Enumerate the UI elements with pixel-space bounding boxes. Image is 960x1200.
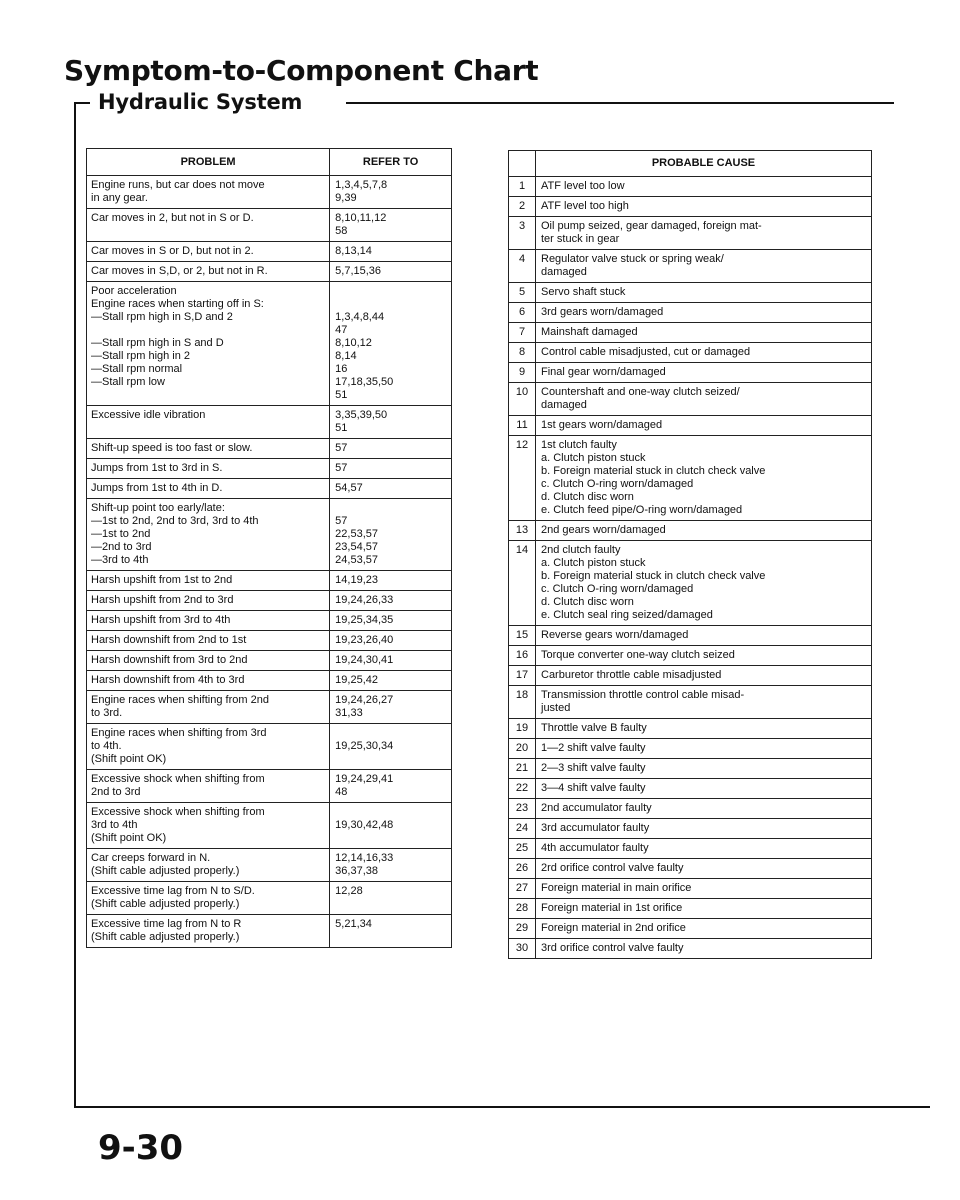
table-row [509, 686, 872, 719]
table-row [509, 939, 872, 959]
table-row [509, 646, 872, 666]
cause-cell: Oil pump seized, gear damaged, foreign mat- ter stuck in gear [536, 217, 872, 250]
table-row [87, 406, 452, 439]
table-row [509, 779, 872, 799]
cause-number-cell: 8 [509, 343, 536, 363]
refer-cell: 54,57 [330, 479, 452, 499]
cause-cell: ATF level too high [536, 197, 872, 217]
refer-cell: 8,13,14 [330, 242, 452, 262]
cause-number-cell: 20 [509, 739, 536, 759]
cause-number-cell: 29 [509, 919, 536, 939]
table-row [87, 770, 452, 803]
problem-cell: Harsh upshift from 3rd to 4th [87, 611, 330, 631]
cause-cell: 4th accumulator faulty [536, 839, 872, 859]
cause-cell: 3rd accumulator faulty [536, 819, 872, 839]
cause-cell: Final gear worn/damaged [536, 363, 872, 383]
refer-cell: 19,24,30,41 [330, 651, 452, 671]
table-row [87, 571, 452, 591]
cause-number-cell: 3 [509, 217, 536, 250]
cause-number-cell: 23 [509, 799, 536, 819]
problem-cell: Jumps from 1st to 3rd in S. [87, 459, 330, 479]
problem-cell: Harsh upshift from 1st to 2nd [87, 571, 330, 591]
problems-table-body [87, 176, 452, 948]
cause-number-cell: 24 [509, 819, 536, 839]
table-row [87, 282, 452, 406]
cause-cell: 3rd orifice control valve faulty [536, 939, 872, 959]
refer-cell: 1,3,4,8,44 47 8,10,12 8,14 16 17,18,35,50 51 [330, 282, 452, 406]
table-row [509, 323, 872, 343]
problem-cell: Car moves in S,D, or 2, but not in R. [87, 262, 330, 282]
table-row [87, 915, 452, 948]
table-row [87, 459, 452, 479]
problem-cell: Harsh downshift from 3rd to 2nd [87, 651, 330, 671]
table-row [87, 849, 452, 882]
cause-cell: 2rd orifice control valve faulty [536, 859, 872, 879]
refer-cell: 14,19,23 [330, 571, 452, 591]
table-row [509, 383, 872, 416]
cause-cell: ATF level too low [536, 177, 872, 197]
table-row [87, 176, 452, 209]
cause-number-cell: 26 [509, 859, 536, 879]
problem-cell: Shift-up speed is too fast or slow. [87, 439, 330, 459]
problems-table [86, 148, 452, 948]
cause-number-cell: 6 [509, 303, 536, 323]
page-border-bottom [74, 1106, 930, 1108]
cause-number-cell: 25 [509, 839, 536, 859]
refer-cell: 19,24,29,41 48 [330, 770, 452, 803]
table-row [87, 591, 452, 611]
table-row [87, 439, 452, 459]
problem-cell: Shift-up point too early/late: —1st to 2nd, 2nd to 3rd, 3rd to 4th —1st to 2nd —2nd to 3rd —3rd to 4th [87, 499, 330, 571]
cause-number-cell: 15 [509, 626, 536, 646]
refer-cell: 19,25,42 [330, 671, 452, 691]
problems-header-row [87, 149, 452, 176]
table-row [509, 626, 872, 646]
problem-cell: Excessive shock when shifting from 3rd to 4th (Shift point OK) [87, 803, 330, 849]
cause-number-column-header [509, 151, 536, 177]
table-row [509, 363, 872, 383]
cause-number-cell: 4 [509, 250, 536, 283]
section-rule-left [74, 102, 90, 104]
refer-cell: 19,25,30,34 [330, 724, 452, 770]
problem-cell: Engine races when shifting from 2nd to 3rd. [87, 691, 330, 724]
table-row [87, 882, 452, 915]
table-row [87, 631, 452, 651]
table-row [87, 611, 452, 631]
table-row [509, 197, 872, 217]
refer-cell: 12,28 [330, 882, 452, 915]
section-rule-right [346, 102, 894, 104]
cause-cell: 2nd accumulator faulty [536, 799, 872, 819]
table-row [87, 691, 452, 724]
problem-cell: Excessive time lag from N to S/D. (Shift cable adjusted properly.) [87, 882, 330, 915]
table-row [87, 242, 452, 262]
cause-cell: 1—2 shift valve faulty [536, 739, 872, 759]
cause-number-cell: 2 [509, 197, 536, 217]
refer-cell: 5,7,15,36 [330, 262, 452, 282]
cause-number-cell: 11 [509, 416, 536, 436]
causes-table-body [509, 177, 872, 959]
table-row [87, 724, 452, 770]
table-row [87, 209, 452, 242]
problem-cell: Engine races when shifting from 3rd to 4th. (Shift point OK) [87, 724, 330, 770]
refer-cell: 3,35,39,50 51 [330, 406, 452, 439]
cause-cell: Reverse gears worn/damaged [536, 626, 872, 646]
problem-cell: Engine runs, but car does not move in any gear. [87, 176, 330, 209]
table-row [509, 919, 872, 939]
cause-cell: Servo shaft stuck [536, 283, 872, 303]
table-row [509, 719, 872, 739]
table-row [509, 177, 872, 197]
table-row [87, 651, 452, 671]
cause-cell: 3—4 shift valve faulty [536, 779, 872, 799]
cause-cell: Torque converter one-way clutch seized [536, 646, 872, 666]
cause-cell: Carburetor throttle cable misadjusted [536, 666, 872, 686]
cause-cell: Foreign material in main orifice [536, 879, 872, 899]
cause-cell: Mainshaft damaged [536, 323, 872, 343]
cause-cell: Regulator valve stuck or spring weak/ damaged [536, 250, 872, 283]
cause-cell: Countershaft and one-way clutch seized/ damaged [536, 383, 872, 416]
cause-number-cell: 18 [509, 686, 536, 719]
cause-number-cell: 14 [509, 541, 536, 626]
page-title: Symptom-to-Component Chart [64, 54, 539, 87]
table-row [509, 859, 872, 879]
problem-cell: Excessive shock when shifting from 2nd to 3rd [87, 770, 330, 803]
refer-cell: 19,25,34,35 [330, 611, 452, 631]
refer-cell: 57 [330, 459, 452, 479]
cause-cell: 2—3 shift valve faulty [536, 759, 872, 779]
cause-cell: 1st clutch faulty a. Clutch piston stuck b. Foreign material stuck in clutch check valve c. Clutch O-ring worn/damaged d. Clutch disc worn e. Clutch feed pipe/O-ring worn/damaged [536, 436, 872, 521]
cause-number-cell: 5 [509, 283, 536, 303]
problem-cell: Jumps from 1st to 4th in D. [87, 479, 330, 499]
table-row [509, 436, 872, 521]
cause-cell: Transmission throttle control cable misad- justed [536, 686, 872, 719]
cause-number-cell: 22 [509, 779, 536, 799]
problem-cell: Car creeps forward in N. (Shift cable adjusted properly.) [87, 849, 330, 882]
table-row [509, 521, 872, 541]
table-row [87, 479, 452, 499]
cause-number-cell: 21 [509, 759, 536, 779]
problem-cell: Harsh downshift from 4th to 3rd [87, 671, 330, 691]
table-row [509, 899, 872, 919]
page-border-left [74, 103, 76, 1108]
causes-table [508, 150, 872, 959]
refer-cell: 57 [330, 439, 452, 459]
table-row [509, 799, 872, 819]
cause-number-cell: 12 [509, 436, 536, 521]
table-row [509, 283, 872, 303]
cause-number-cell: 7 [509, 323, 536, 343]
section-header [74, 90, 894, 114]
table-row [509, 839, 872, 859]
table-row [87, 803, 452, 849]
refer-cell: 57 22,53,57 23,54,57 24,53,57 [330, 499, 452, 571]
page-number: 9-30 [98, 1128, 184, 1168]
refer-cell: 19,24,26,33 [330, 591, 452, 611]
refer-cell: 19,30,42,48 [330, 803, 452, 849]
table-row [509, 739, 872, 759]
problem-cell: Car moves in 2, but not in S or D. [87, 209, 330, 242]
cause-cell: 2nd clutch faulty a. Clutch piston stuck b. Foreign material stuck in clutch check valve c. Clutch O-ring worn/damaged d. Clutch disc worn e. Clutch seal ring seized/damaged [536, 541, 872, 626]
table-row [509, 879, 872, 899]
table-row [87, 499, 452, 571]
cause-cell: 3rd gears worn/damaged [536, 303, 872, 323]
cause-number-cell: 13 [509, 521, 536, 541]
table-row [509, 541, 872, 626]
problem-cell: Car moves in S or D, but not in 2. [87, 242, 330, 262]
table-row [509, 343, 872, 363]
problem-cell: Excessive idle vibration [87, 406, 330, 439]
table-row [509, 416, 872, 436]
problem-column-header: PROBLEM [87, 149, 330, 176]
refer-cell: 1,3,4,5,7,8 9,39 [330, 176, 452, 209]
cause-number-cell: 28 [509, 899, 536, 919]
cause-cell: Foreign material in 2nd orifice [536, 919, 872, 939]
cause-cell: 1st gears worn/damaged [536, 416, 872, 436]
cause-number-cell: 30 [509, 939, 536, 959]
cause-number-cell: 1 [509, 177, 536, 197]
cause-cell: 2nd gears worn/damaged [536, 521, 872, 541]
cause-column-header: PROBABLE CAUSE [536, 151, 872, 177]
cause-number-cell: 17 [509, 666, 536, 686]
cause-number-cell: 27 [509, 879, 536, 899]
cause-number-cell: 19 [509, 719, 536, 739]
refer-cell: 19,23,26,40 [330, 631, 452, 651]
refer-cell: 19,24,26,27 31,33 [330, 691, 452, 724]
causes-header-row [509, 151, 872, 177]
section-title: Hydraulic System [98, 90, 303, 114]
cause-number-cell: 10 [509, 383, 536, 416]
table-row [509, 303, 872, 323]
cause-number-cell: 16 [509, 646, 536, 666]
table-row [509, 250, 872, 283]
cause-cell: Control cable misadjusted, cut or damaged [536, 343, 872, 363]
problem-cell: Excessive time lag from N to R (Shift cable adjusted properly.) [87, 915, 330, 948]
problem-cell: Poor acceleration Engine races when starting off in S: —Stall rpm high in S,D and 2 —Stall rpm high in S and D —Stall rpm high in 2 —Stall rpm normal —Stall rpm low [87, 282, 330, 406]
refer-cell: 5,21,34 [330, 915, 452, 948]
table-row [87, 262, 452, 282]
table-row [87, 671, 452, 691]
cause-number-cell: 9 [509, 363, 536, 383]
table-row [509, 666, 872, 686]
refer-cell: 12,14,16,33 36,37,38 [330, 849, 452, 882]
cause-cell: Foreign material in 1st orifice [536, 899, 872, 919]
table-row [509, 819, 872, 839]
table-row [509, 217, 872, 250]
refer-column-header: REFER TO [330, 149, 452, 176]
problem-cell: Harsh downshift from 2nd to 1st [87, 631, 330, 651]
cause-cell: Throttle valve B faulty [536, 719, 872, 739]
table-row [509, 759, 872, 779]
problem-cell: Harsh upshift from 2nd to 3rd [87, 591, 330, 611]
refer-cell: 8,10,11,12 58 [330, 209, 452, 242]
